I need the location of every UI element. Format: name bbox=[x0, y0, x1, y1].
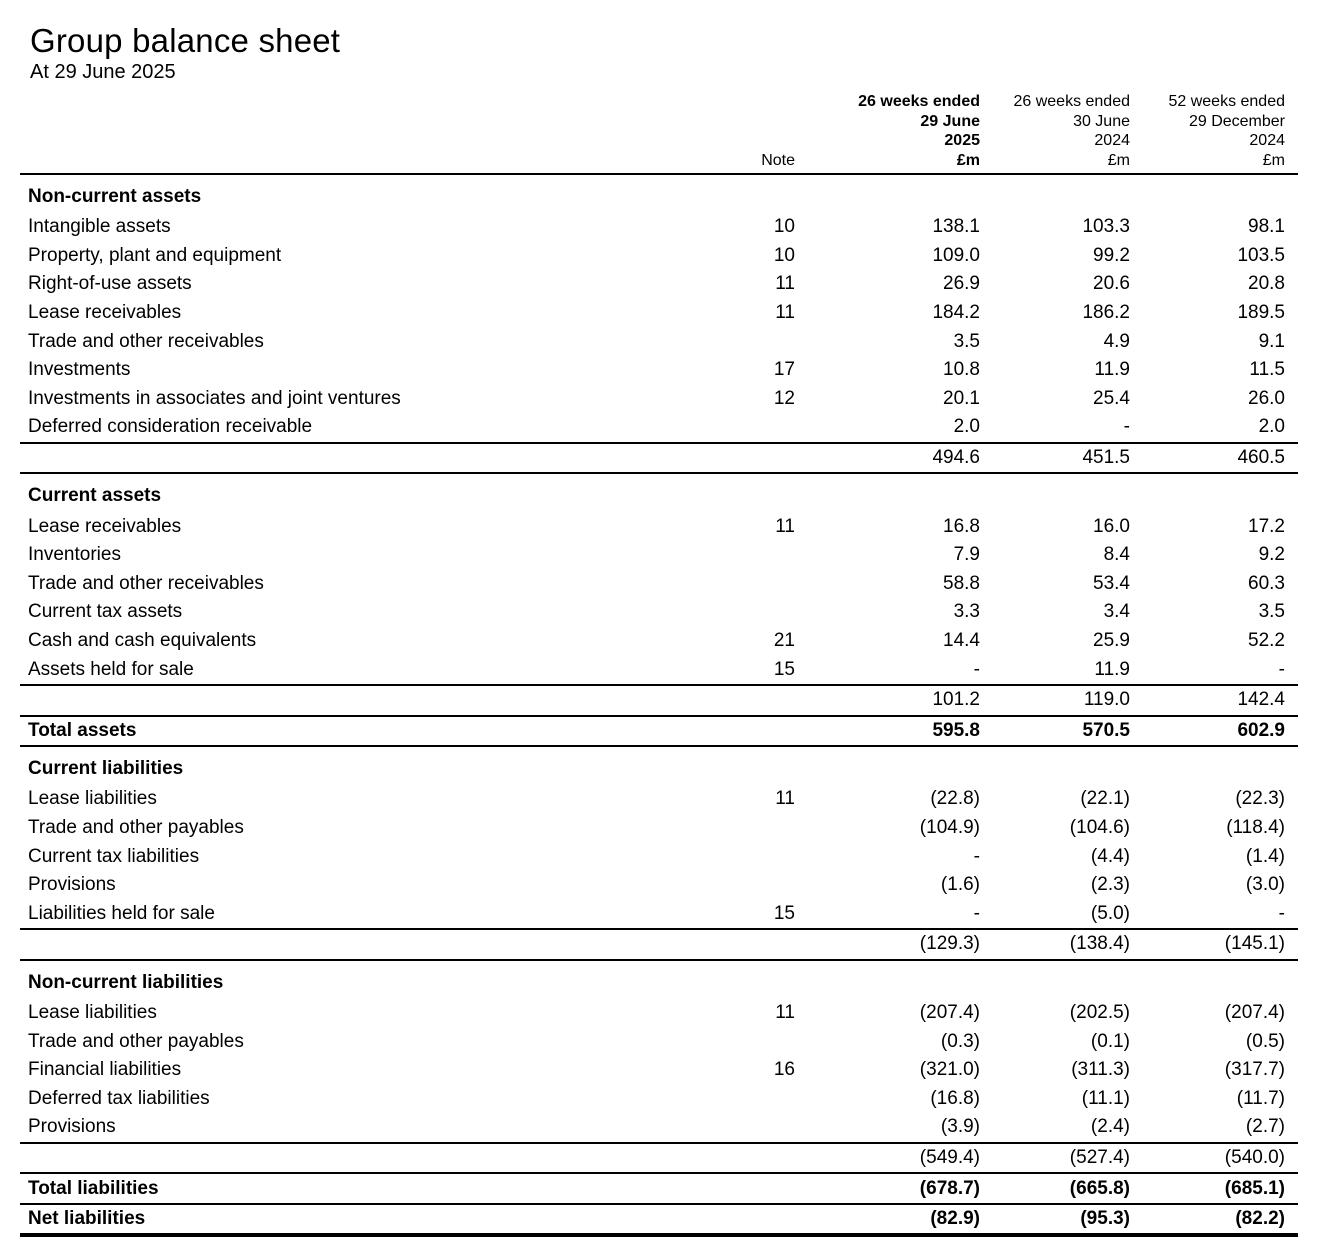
value-cell-period-3 bbox=[1140, 746, 1298, 785]
table-row bbox=[20, 999, 1298, 1028]
period-1-unit: £m bbox=[956, 151, 980, 169]
table-row bbox=[20, 785, 1298, 814]
table-row bbox=[20, 1173, 1298, 1204]
value-cell-period-3 bbox=[1140, 960, 1298, 999]
section-header-row bbox=[20, 473, 1298, 512]
value-cell-period-3: 142.4 bbox=[1140, 685, 1298, 716]
value-cell-period-2: (665.8) bbox=[990, 1173, 1140, 1204]
value-cell-period-2: (104.6) bbox=[1069, 816, 1130, 838]
value-cell-period-1: (678.7) bbox=[805, 1173, 990, 1204]
table-row bbox=[20, 716, 1298, 747]
row-label: Current liabilities bbox=[28, 758, 184, 780]
value-cell-period-1: - bbox=[973, 902, 980, 924]
value-cell-period-1: (82.9) bbox=[805, 1204, 990, 1236]
balance-sheet-body bbox=[20, 174, 1298, 1235]
period-1-line-3: 2025 bbox=[944, 132, 980, 149]
note-cell: 11 bbox=[775, 302, 795, 324]
note-cell bbox=[725, 1113, 805, 1143]
note-cell: 15 bbox=[773, 902, 795, 924]
value-cell-period-2 bbox=[990, 473, 1140, 512]
value-cell-period-1: 20.1 bbox=[943, 387, 980, 409]
value-cell-period-3: 11.5 bbox=[1249, 359, 1285, 381]
row-label bbox=[20, 685, 725, 716]
note-cell bbox=[725, 1143, 805, 1174]
value-cell-period-3: 103.5 bbox=[1237, 244, 1285, 266]
table-row bbox=[20, 1056, 1298, 1085]
value-cell-period-2: (311.3) bbox=[1071, 1059, 1130, 1081]
value-cell-period-3: 26.0 bbox=[1248, 387, 1285, 409]
value-cell-period-1: 101.2 bbox=[805, 685, 990, 716]
row-label: Trade and other payables bbox=[28, 1030, 244, 1052]
table-row bbox=[20, 814, 1298, 843]
value-cell-period-2: 119.0 bbox=[990, 685, 1140, 716]
value-cell-period-2: (138.4) bbox=[990, 929, 1140, 960]
row-label: Property, plant and equipment bbox=[28, 244, 282, 266]
value-cell-period-3: (145.1) bbox=[1140, 929, 1298, 960]
row-label: Investments in associates and joint ventures bbox=[28, 387, 401, 409]
value-cell-period-2: 570.5 bbox=[990, 716, 1140, 747]
value-cell-period-2: (0.1) bbox=[1090, 1030, 1130, 1052]
page-title: Group balance sheet bbox=[30, 22, 341, 59]
table-row bbox=[20, 929, 1298, 960]
note-cell bbox=[725, 327, 805, 356]
table-row bbox=[20, 1143, 1298, 1174]
section-header-row bbox=[20, 746, 1298, 785]
value-cell-period-2: 25.4 bbox=[1093, 387, 1130, 409]
note-cell bbox=[725, 960, 805, 999]
row-label: Trade and other receivables bbox=[28, 572, 264, 594]
balance-sheet-table bbox=[20, 92, 1298, 1237]
value-cell-period-1: (1.6) bbox=[940, 874, 980, 896]
value-cell-period-3: 460.5 bbox=[1140, 443, 1298, 474]
period-2-line-3: 2024 bbox=[1094, 132, 1130, 149]
value-cell-period-3: 3.5 bbox=[1258, 601, 1285, 623]
table-row bbox=[20, 270, 1298, 299]
row-label: Trade and other payables bbox=[28, 816, 244, 838]
value-cell-period-2: (2.4) bbox=[1090, 1116, 1130, 1138]
table-row bbox=[20, 443, 1298, 474]
row-label: Inventories bbox=[28, 544, 121, 566]
value-cell-period-1: - bbox=[973, 845, 980, 867]
value-cell-period-2: (11.1) bbox=[1081, 1087, 1130, 1109]
period-3-line-3: 2024 bbox=[1249, 132, 1285, 149]
table-row bbox=[20, 842, 1298, 871]
row-label: Intangible assets bbox=[28, 216, 171, 238]
note-cell bbox=[725, 473, 805, 512]
value-cell-period-1: 10.8 bbox=[943, 359, 980, 381]
value-cell-period-2: 53.4 bbox=[1093, 572, 1130, 594]
table-row bbox=[20, 1204, 1298, 1236]
row-label: Lease liabilities bbox=[28, 1001, 157, 1023]
note-header-label: Note bbox=[761, 151, 795, 169]
table-row bbox=[20, 213, 1298, 242]
note-cell bbox=[725, 1173, 805, 1204]
row-label: Lease receivables bbox=[28, 302, 182, 324]
value-cell-period-3 bbox=[1140, 473, 1298, 512]
note-cell bbox=[725, 541, 805, 570]
value-cell-period-3 bbox=[1140, 174, 1298, 213]
period-1-line-2: 29 June bbox=[920, 112, 980, 130]
value-cell-period-2: 11.9 bbox=[1094, 359, 1130, 381]
value-cell-period-3: 9.1 bbox=[1258, 330, 1285, 352]
value-cell-period-1: 26.9 bbox=[943, 273, 980, 295]
note-cell: 10 bbox=[773, 216, 795, 238]
column-header-row bbox=[20, 92, 1298, 174]
value-cell-period-1: - bbox=[973, 658, 980, 680]
table-row bbox=[20, 598, 1298, 627]
value-cell-period-1: (3.9) bbox=[940, 1116, 980, 1138]
note-cell bbox=[725, 746, 805, 785]
value-cell-period-1: (104.9) bbox=[919, 816, 980, 838]
note-cell bbox=[725, 598, 805, 627]
value-cell-period-3: 17.2 bbox=[1248, 515, 1285, 537]
value-cell-period-3: (3.0) bbox=[1245, 874, 1285, 896]
row-label bbox=[20, 929, 725, 960]
note-cell bbox=[725, 871, 805, 900]
value-cell-period-2: 11.9 bbox=[1094, 658, 1130, 680]
value-cell-period-1: 595.8 bbox=[805, 716, 990, 747]
note-cell: 11 bbox=[775, 273, 795, 295]
note-cell bbox=[725, 570, 805, 599]
value-cell-period-1: (207.4) bbox=[919, 1001, 980, 1023]
note-cell: 11 bbox=[775, 1001, 795, 1023]
value-cell-period-1: (16.8) bbox=[930, 1087, 980, 1109]
value-cell-period-1: (549.4) bbox=[805, 1143, 990, 1174]
value-cell-period-3: (118.4) bbox=[1226, 816, 1285, 838]
note-cell bbox=[725, 1084, 805, 1113]
value-cell-period-2: 20.6 bbox=[1093, 273, 1130, 295]
table-row bbox=[20, 627, 1298, 656]
note-cell: 11 bbox=[775, 515, 795, 537]
value-cell-period-3: 2.0 bbox=[1258, 416, 1285, 438]
row-label: Lease receivables bbox=[28, 515, 182, 537]
table-row bbox=[20, 242, 1298, 271]
table-row bbox=[20, 685, 1298, 716]
value-cell-period-3: (82.2) bbox=[1140, 1204, 1298, 1236]
column-header-period-2 bbox=[990, 92, 1140, 174]
table-row bbox=[20, 413, 1298, 443]
row-label: Deferred consideration receivable bbox=[28, 416, 313, 438]
value-cell-period-1: 2.0 bbox=[953, 416, 980, 438]
value-cell-period-1: 3.3 bbox=[953, 601, 980, 623]
value-cell-period-3: (22.3) bbox=[1235, 788, 1285, 810]
value-cell-period-2 bbox=[990, 746, 1140, 785]
value-cell-period-3: (685.1) bbox=[1140, 1173, 1298, 1204]
note-cell bbox=[725, 716, 805, 747]
column-header-note bbox=[725, 92, 805, 174]
value-cell-period-2: 4.9 bbox=[1103, 330, 1130, 352]
value-cell-period-1: 14.4 bbox=[943, 630, 980, 652]
row-label: Non-current assets bbox=[28, 186, 202, 207]
row-label: Non-current liabilities bbox=[28, 971, 224, 993]
note-cell bbox=[725, 814, 805, 843]
value-cell-period-3: 60.3 bbox=[1248, 572, 1285, 594]
value-cell-period-2: (95.3) bbox=[990, 1204, 1140, 1236]
table-row bbox=[20, 512, 1298, 541]
note-cell bbox=[725, 929, 805, 960]
row-label: Financial liabilities bbox=[28, 1059, 182, 1081]
value-cell-period-3: 20.8 bbox=[1248, 273, 1285, 295]
period-3-line-2: 29 December bbox=[1188, 112, 1285, 130]
table-row bbox=[20, 1027, 1298, 1056]
note-cell: 21 bbox=[773, 630, 795, 652]
row-label: Right-of-use assets bbox=[28, 273, 192, 295]
value-cell-period-2: 8.4 bbox=[1103, 544, 1130, 566]
value-cell-period-3: (1.4) bbox=[1245, 845, 1285, 867]
value-cell-period-1: (22.8) bbox=[930, 788, 980, 810]
value-cell-period-3: (207.4) bbox=[1224, 1001, 1285, 1023]
value-cell-period-1: 138.1 bbox=[932, 216, 980, 238]
value-cell-period-2: - bbox=[1123, 416, 1130, 438]
value-cell-period-3: (317.7) bbox=[1224, 1059, 1285, 1081]
row-label: Net liabilities bbox=[20, 1204, 725, 1236]
value-cell-period-3: - bbox=[1278, 658, 1285, 680]
row-label: Current tax liabilities bbox=[28, 845, 200, 867]
value-cell-period-2: 186.2 bbox=[1082, 302, 1130, 324]
note-cell bbox=[725, 1204, 805, 1236]
note-cell: 16 bbox=[773, 1059, 795, 1081]
value-cell-period-1: 58.8 bbox=[943, 572, 980, 594]
value-cell-period-1: (0.3) bbox=[940, 1030, 980, 1052]
row-label: Lease liabilities bbox=[28, 788, 157, 810]
note-cell bbox=[725, 1027, 805, 1056]
note-cell bbox=[725, 413, 805, 443]
value-cell-period-1 bbox=[805, 174, 990, 213]
value-cell-period-2: 16.0 bbox=[1093, 515, 1130, 537]
section-header-row bbox=[20, 960, 1298, 999]
row-label: Provisions bbox=[28, 874, 116, 896]
value-cell-period-2: 3.4 bbox=[1103, 601, 1130, 623]
value-cell-period-1: (321.0) bbox=[919, 1059, 980, 1081]
note-cell: 12 bbox=[773, 387, 795, 409]
value-cell-period-3: 189.5 bbox=[1237, 302, 1285, 324]
value-cell-period-3: 98.1 bbox=[1248, 216, 1285, 238]
table-row bbox=[20, 1084, 1298, 1113]
note-cell: 15 bbox=[773, 658, 795, 680]
value-cell-period-2: (527.4) bbox=[990, 1143, 1140, 1174]
page-subtitle: At 29 June 2025 bbox=[30, 61, 176, 83]
value-cell-period-2 bbox=[990, 960, 1140, 999]
row-label: Investments bbox=[28, 359, 131, 381]
note-cell: 17 bbox=[773, 359, 795, 381]
value-cell-period-1: 184.2 bbox=[932, 302, 980, 324]
note-cell: 11 bbox=[775, 788, 795, 810]
note-cell bbox=[725, 443, 805, 474]
table-row bbox=[20, 299, 1298, 328]
table-row bbox=[20, 327, 1298, 356]
value-cell-period-2: 25.9 bbox=[1093, 630, 1130, 652]
period-3-unit: £m bbox=[1262, 151, 1285, 169]
row-label bbox=[20, 443, 725, 474]
row-label: Provisions bbox=[28, 1116, 116, 1138]
table-row bbox=[20, 871, 1298, 900]
table-row bbox=[20, 655, 1298, 685]
note-cell bbox=[725, 174, 805, 213]
value-cell-period-3: (11.7) bbox=[1236, 1087, 1285, 1109]
value-cell-period-2: 451.5 bbox=[990, 443, 1140, 474]
table-row bbox=[20, 385, 1298, 414]
row-label bbox=[20, 1143, 725, 1174]
value-cell-period-1: 3.5 bbox=[953, 330, 980, 352]
table-row bbox=[20, 570, 1298, 599]
value-cell-period-3: 52.2 bbox=[1248, 630, 1285, 652]
note-cell: 10 bbox=[773, 244, 795, 266]
value-cell-period-2: (2.3) bbox=[1090, 874, 1130, 896]
column-header-period-3 bbox=[1140, 92, 1298, 174]
row-label: Current assets bbox=[28, 485, 162, 507]
value-cell-period-1 bbox=[805, 960, 990, 999]
value-cell-period-1: 16.8 bbox=[943, 515, 980, 537]
period-2-line-2: 30 June bbox=[1073, 112, 1130, 130]
row-label: Cash and cash equivalents bbox=[28, 630, 257, 652]
value-cell-period-3: - bbox=[1278, 902, 1285, 924]
table-row bbox=[20, 899, 1298, 929]
row-label: Trade and other receivables bbox=[28, 330, 264, 352]
period-1-line-1: 26 weeks ended bbox=[858, 93, 980, 110]
table-row bbox=[20, 1113, 1298, 1143]
note-cell bbox=[725, 685, 805, 716]
value-cell-period-3: 602.9 bbox=[1140, 716, 1298, 747]
value-cell-period-1: 494.6 bbox=[805, 443, 990, 474]
section-header-row bbox=[20, 174, 1298, 213]
value-cell-period-2: (5.0) bbox=[1090, 902, 1130, 924]
period-3-line-1: 52 weeks ended bbox=[1168, 93, 1285, 110]
value-cell-period-2: 99.2 bbox=[1093, 244, 1130, 266]
value-cell-period-2: (4.4) bbox=[1090, 845, 1130, 867]
value-cell-period-1: (129.3) bbox=[805, 929, 990, 960]
value-cell-period-3: (540.0) bbox=[1140, 1143, 1298, 1174]
value-cell-period-3: (0.5) bbox=[1245, 1030, 1285, 1052]
row-label: Total assets bbox=[20, 716, 725, 747]
row-label: Liabilities held for sale bbox=[28, 902, 215, 924]
note-cell bbox=[725, 842, 805, 871]
value-cell-period-1 bbox=[805, 746, 990, 785]
period-2-unit: £m bbox=[1107, 151, 1130, 169]
column-header-period-1 bbox=[805, 92, 990, 174]
value-cell-period-3: (2.7) bbox=[1245, 1116, 1285, 1138]
table-row bbox=[20, 541, 1298, 570]
value-cell-period-2: 103.3 bbox=[1082, 216, 1130, 238]
value-cell-period-1 bbox=[805, 473, 990, 512]
value-cell-period-2: (202.5) bbox=[1069, 1001, 1130, 1023]
row-label: Total liabilities bbox=[20, 1173, 725, 1204]
column-header-empty bbox=[20, 92, 725, 174]
value-cell-period-1: 7.9 bbox=[953, 544, 980, 566]
value-cell-period-2: (22.1) bbox=[1080, 788, 1130, 810]
period-2-line-1: 26 weeks ended bbox=[1013, 93, 1130, 110]
row-label: Current tax assets bbox=[28, 601, 183, 623]
value-cell-period-1: 109.0 bbox=[932, 244, 980, 266]
value-cell-period-3: 9.2 bbox=[1258, 544, 1285, 566]
value-cell-period-2 bbox=[990, 174, 1140, 213]
row-label: Deferred tax liabilities bbox=[28, 1087, 210, 1109]
row-label: Assets held for sale bbox=[28, 658, 194, 680]
table-row bbox=[20, 356, 1298, 385]
